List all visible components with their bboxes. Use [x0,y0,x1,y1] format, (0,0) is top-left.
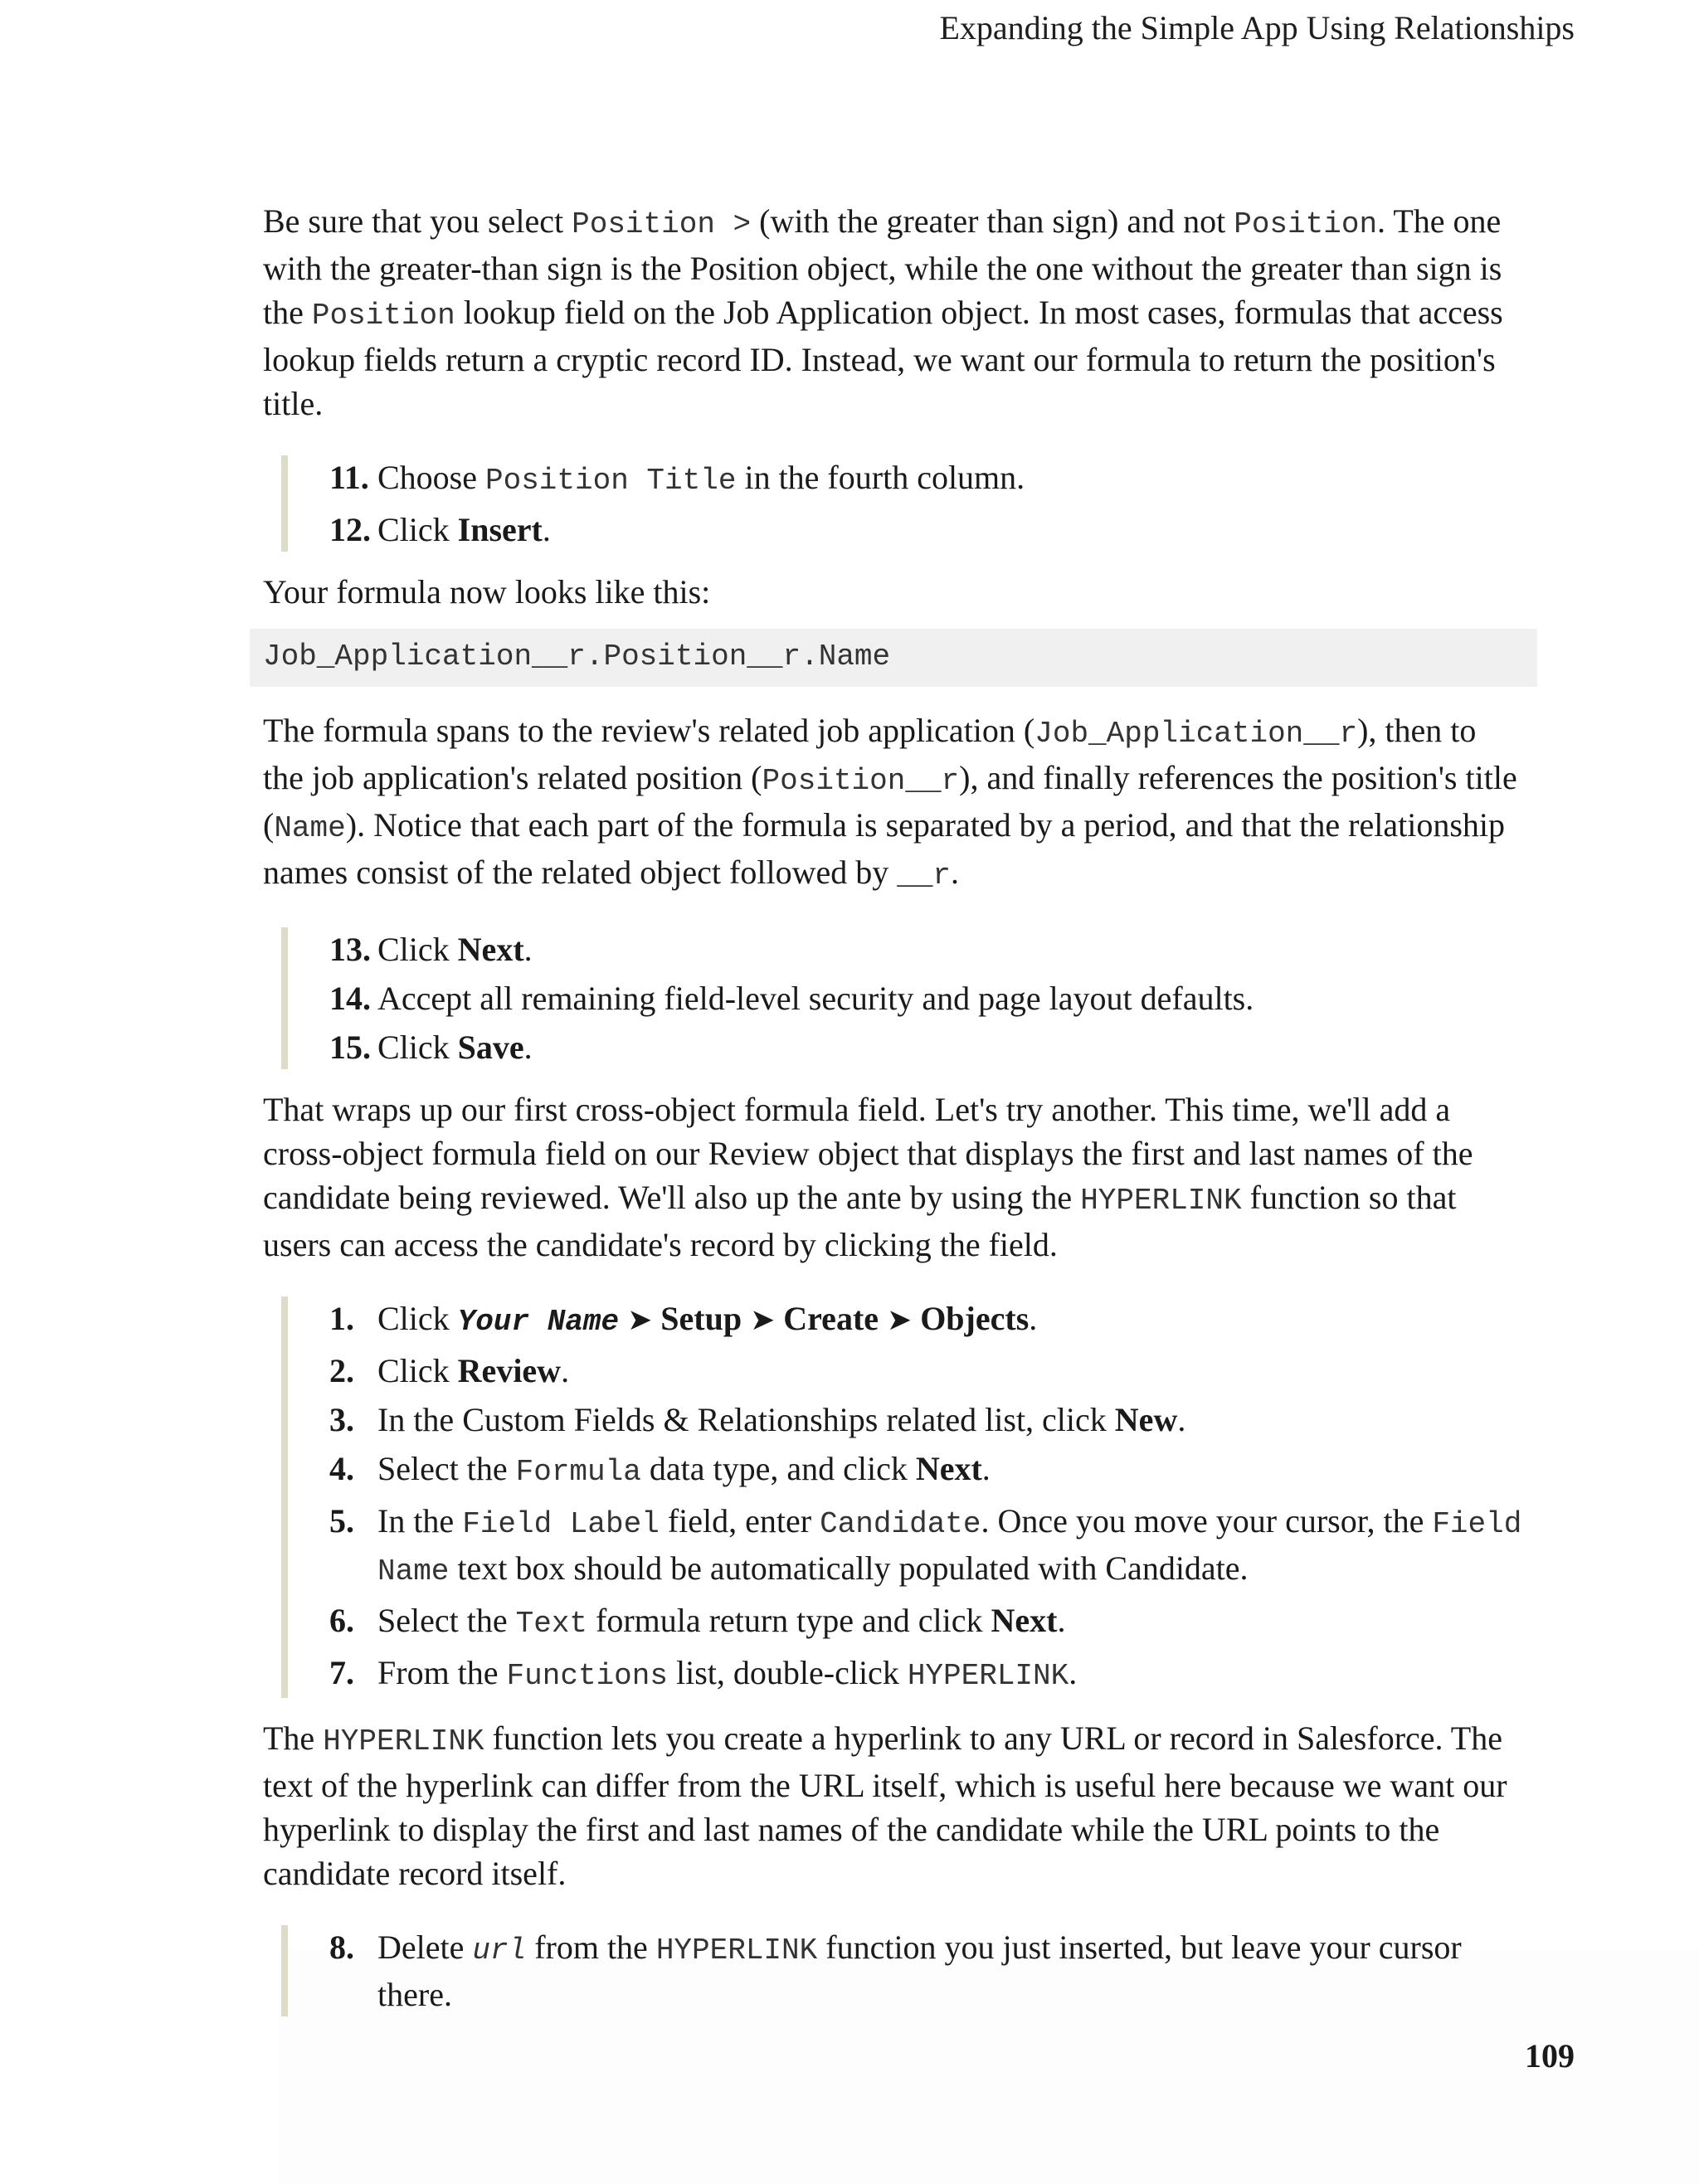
ui-label-bold: Insert [457,511,543,548]
text: Click [377,1029,458,1066]
text: . The one with the greater-than sign is the Position object, while the one without the greater than sign is the [263,202,1502,331]
code-inline: Position Title [485,464,737,498]
text: data type, and click [640,1450,916,1487]
text: . [561,1352,570,1389]
list-item [329,455,1524,503]
list-item [329,1651,1524,1698]
text: Accept all remaining field-level security and page layout defaults. [377,980,1254,1017]
text: Click [377,1300,458,1337]
code-inline: Functions [506,1659,668,1693]
steps-list-d [281,1925,1524,2016]
code-inline: Name [274,811,346,845]
ui-label-bold: New [1114,1401,1178,1438]
code-inline: Job_Application__r [1034,717,1358,751]
text: lookup field on the Job Application object. In most cases, formulas that access lookup fields return a cryptic record ID. Instead, we want our formula to return the position's title. [263,294,1503,422]
paragraph-position-note [263,199,1524,426]
step-number: 6. [329,1602,354,1639]
text: (with the greater than sign) and not [751,202,1234,240]
list-item [329,1349,1524,1393]
text: The formula spans to the review's related job application ( [263,712,1035,749]
paragraph-formula-intro: Your formula now looks like this: [263,573,711,610]
text: function you just inserted, but leave your cursor there. [377,1929,1462,2013]
text: . [542,511,551,548]
text: ), then to the job application's related position ( [263,712,1477,796]
text: . [523,1029,533,1066]
ui-label-bold: Review [457,1352,562,1389]
page-body [263,199,1524,2021]
text: Click [377,1352,458,1389]
text: . [1069,1654,1078,1691]
step-number: 4. [329,1450,354,1487]
step-number: 14. [329,980,371,1017]
text: . [1057,1602,1066,1639]
text: function so that users can access the candidate's record by clicking the field. [263,1179,1457,1263]
text: . [523,931,533,968]
text: Select the [377,1450,516,1487]
step-number: 5. [329,1502,354,1540]
running-head: Expanding the Simple App Using Relationships [939,9,1575,46]
text: Delete [377,1929,473,1966]
menu-arrow-icon: ➤ [887,1303,913,1336]
step-number: 12. [329,511,371,548]
page-number: 109 [1525,2037,1575,2075]
text: text box should be automatically populated with Candidate. [449,1549,1249,1587]
list-item [329,1447,1524,1494]
text: That wraps up our first cross-object formula field. Let's try another. This time, we'll add a cross-object formula field on our Review object that displays the first and last names of the candidate being reviewed. We'll also up the ante by using the [263,1091,1473,1216]
step-number: 1. [329,1300,354,1337]
text: from the [526,1929,656,1966]
ui-label-bold: Next [991,1602,1058,1639]
code-inline: url [472,1933,527,1968]
text: list, double-click [667,1654,908,1691]
text: Be sure that you select [263,202,572,240]
code-inline: Position [1234,207,1378,241]
code-inline: Field Name [377,1507,1522,1588]
code-block: Job_Application__r.Position__r.Name [250,629,1537,687]
text: field, enter [659,1502,820,1540]
step-number: 7. [329,1654,354,1691]
paragraph-formula-explanation [263,708,1524,897]
list-item [329,1499,1524,1593]
list-item [329,508,1524,552]
text: ). Notice that each part of the formula is separated by a period, and that the relationship names consist of the related object followed by [263,806,1506,891]
ui-label-bold: Save [457,1029,524,1066]
text: . [1029,1300,1038,1337]
steps-list-a [281,455,1524,552]
text: . [951,854,960,891]
list-item [329,1296,1524,1344]
list-item [329,1398,1524,1442]
code-inline: HYPERLINK [1080,1184,1242,1218]
text: function lets you create a hyperlink to any URL or record in Salesforce. The text of the hyperlink can differ from the URL itself, which is useful here because we want our hyperlink to display the first and last names of the candidate while the URL points to the candidate record itself. [263,1719,1507,1892]
ui-label-bold: Objects [920,1300,1030,1337]
list-item [329,1598,1524,1646]
step-number: 3. [329,1401,354,1438]
text: The [263,1719,324,1757]
text: ), and finally references the position's title ( [263,759,1517,844]
list-item [329,976,1524,1020]
text: Select the [377,1602,516,1639]
text: Click [377,931,458,968]
ui-label-bold: Create [783,1300,879,1337]
code-inline: Text [515,1607,588,1641]
menu-arrow-icon: ➤ [750,1303,776,1336]
list-item [329,1925,1524,2016]
text: . [981,1450,991,1487]
steps-list-c [281,1296,1524,1698]
code-inline: HYPERLINK [323,1724,484,1758]
step-number: 2. [329,1352,354,1389]
ui-label-bold: Setup [660,1300,742,1337]
text: In the Custom Fields & Relationships related list, click [377,1401,1115,1438]
text: . Once you move your cursor, the [981,1502,1433,1540]
code-inline: Candidate [820,1507,981,1541]
steps-list-b [281,927,1524,1069]
code-inline: Field Label [462,1507,660,1541]
code-inline: Formula [515,1455,641,1489]
step-number: 15. [329,1029,371,1066]
text: From the [377,1654,507,1691]
ui-label-bold: Next [915,1450,982,1487]
list-item [329,1025,1524,1069]
menu-arrow-icon: ➤ [627,1303,653,1336]
text: Click [377,511,458,548]
text: In the [377,1502,463,1540]
step-number: 13. [329,931,371,968]
paragraph-cross-object [263,1087,1524,1267]
code-inline: Your Name [457,1305,620,1339]
text: Choose [377,459,485,496]
text: formula return type and click [587,1602,991,1639]
code-inline: __r [897,859,952,893]
code-inline: Position__r [762,764,960,798]
code-inline: Position > [572,207,752,241]
code-inline: HYPERLINK [655,1933,818,1968]
step-number: 8. [329,1929,354,1966]
text: . [1177,1401,1186,1438]
list-item [329,927,1524,971]
code-inline: HYPERLINK [907,1659,1069,1693]
ui-label-bold: Next [457,931,524,968]
step-number: 11. [329,459,369,496]
code-inline: Position [311,299,455,333]
text: in the fourth column. [736,459,1025,496]
paragraph-hyperlink-explanation [263,1716,1524,1895]
